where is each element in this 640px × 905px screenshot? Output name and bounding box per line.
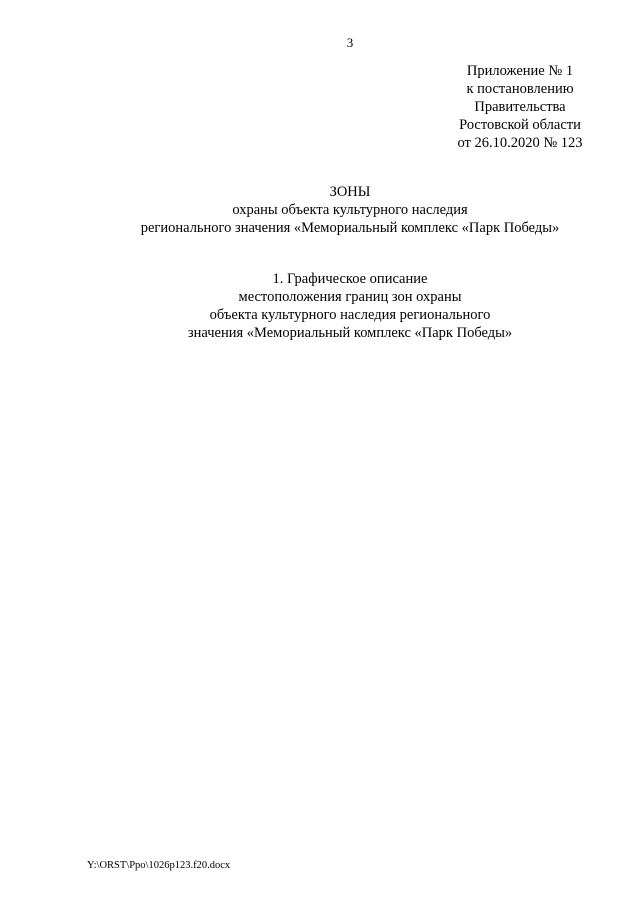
section-line-4: значения «Мемориальный комплекс «Парк Победы» bbox=[187, 325, 513, 341]
document-title bbox=[0, 183, 640, 237]
title-line-2: охраны объекта культурного наследия bbox=[232, 202, 468, 218]
section-heading bbox=[0, 270, 640, 342]
appendix-line-1: Приложение № 1 bbox=[466, 63, 574, 79]
section-line-3: объекта культурного наследия регионального bbox=[209, 307, 491, 323]
appendix-line-4: Ростовской области bbox=[459, 117, 581, 133]
title-line-3: регионального значения «Мемориальный комплекс «Парк Победы» bbox=[140, 220, 560, 236]
section-line-1: 1. Графическое описание bbox=[272, 271, 428, 287]
appendix-line-5: от 26.10.2020 № 123 bbox=[457, 135, 583, 151]
title-heading: ЗОНЫ bbox=[329, 184, 371, 200]
appendix-line-3: Правительства bbox=[474, 99, 566, 115]
section-line-2: местоположения границ зон охраны bbox=[238, 289, 462, 305]
footer-file-path: Y:\ORST\Ppo\1026p123.f20.docx bbox=[87, 860, 231, 871]
appendix-block bbox=[430, 62, 610, 152]
appendix-line-2: к постановлению bbox=[466, 81, 574, 97]
page-number: 3 bbox=[346, 35, 354, 50]
